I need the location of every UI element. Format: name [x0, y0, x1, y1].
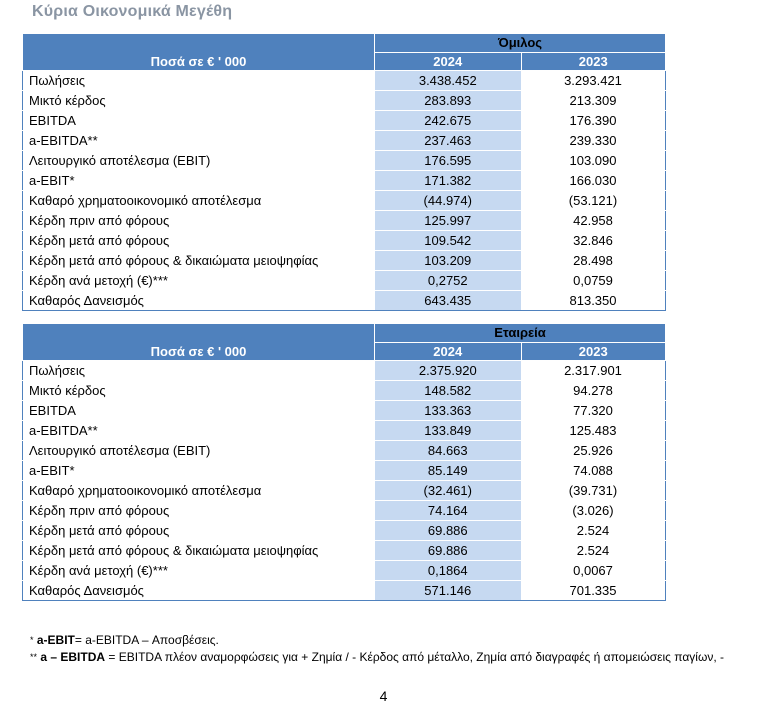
- table-row: [23, 581, 666, 601]
- value-2023: 2.524: [521, 521, 665, 541]
- row-label: a-EBITDA**: [23, 421, 375, 441]
- value-2023: (3.026): [521, 501, 665, 521]
- value-2023: 3.293.421: [521, 71, 665, 91]
- value-2023: 166.030: [521, 171, 665, 191]
- footnote-term: a – EBITDA: [40, 650, 106, 664]
- row-label: a-EBIT*: [23, 461, 375, 481]
- table-row: [23, 151, 666, 171]
- footnote-a-ebitda: [30, 649, 724, 666]
- year-current-header: 2024: [375, 343, 522, 361]
- table-row: [23, 131, 666, 151]
- table-header-row-years: [23, 343, 666, 361]
- value-2024: 85.149: [375, 461, 522, 481]
- value-2024: 2.375.920: [375, 361, 522, 381]
- value-2023: (39.731): [521, 481, 665, 501]
- table-row: [23, 441, 666, 461]
- row-label: Κέρδη μετά από φόρους & δικαιώματα μειοψηφίας: [23, 251, 375, 271]
- value-2024: 69.886: [375, 541, 522, 561]
- value-2023: 813.350: [521, 291, 665, 311]
- footnote-a-ebit: [30, 632, 724, 649]
- row-label: Καθαρό χρηματοοικονομικό αποτέλεσμα: [23, 191, 375, 211]
- value-2023: 25.926: [521, 441, 665, 461]
- value-2024: 571.146: [375, 581, 522, 601]
- table-row: [23, 231, 666, 251]
- row-label: Λειτουργικό αποτέλεσμα (EBIT): [23, 151, 375, 171]
- table-row: [23, 291, 666, 311]
- value-2023: 125.483: [521, 421, 665, 441]
- row-label: Λειτουργικό αποτέλεσμα (EBIT): [23, 441, 375, 461]
- row-label: Πωλήσεις: [23, 361, 375, 381]
- table-header-row-years: [23, 53, 666, 71]
- table-row: [23, 541, 666, 561]
- table-header-row-group: [23, 324, 666, 343]
- value-2024: 84.663: [375, 441, 522, 461]
- value-2024: 283.893: [375, 91, 522, 111]
- value-2024: 109.542: [375, 231, 522, 251]
- table-row: [23, 71, 666, 91]
- footnote-text: = EBITDA πλέον αναμορφώσεις για + Ζημία / - Κέρδος από μέταλλο, Ζημία από διαγραφές ή απομειώσεις παγίων, -: [108, 650, 724, 664]
- year-current-header: 2024: [375, 53, 522, 71]
- row-label: Κέρδη πριν από φόρους: [23, 211, 375, 231]
- value-2023: 28.498: [521, 251, 665, 271]
- value-2024: (32.461): [375, 481, 522, 501]
- group-title: Όμιλος: [375, 34, 666, 53]
- row-label: Κέρδη ανά μετοχή (€)***: [23, 561, 375, 581]
- header-blank-cell: [23, 324, 375, 343]
- value-2024: 176.595: [375, 151, 522, 171]
- row-label: Κέρδη μετά από φόρους & δικαιώματα μειοψηφίας: [23, 541, 375, 561]
- table-row: [23, 421, 666, 441]
- row-label: Μικτό κέρδος: [23, 91, 375, 111]
- value-2023: 213.309: [521, 91, 665, 111]
- row-label: Καθαρός Δανεισμός: [23, 291, 375, 311]
- table-row: [23, 191, 666, 211]
- value-2023: 77.320: [521, 401, 665, 421]
- group-title: Εταιρεία: [375, 324, 666, 343]
- row-label: EBITDA: [23, 111, 375, 131]
- row-label: EBITDA: [23, 401, 375, 421]
- row-label: Καθαρός Δανεισμός: [23, 581, 375, 601]
- footnote-text: = a-EBITDA – Αποσβέσεις.: [74, 633, 219, 647]
- footnote-mark: *: [30, 635, 34, 645]
- value-2024: 103.209: [375, 251, 522, 271]
- amount-caption: Ποσά σε € ' 000: [23, 53, 375, 71]
- row-label: Κέρδη πριν από φόρους: [23, 501, 375, 521]
- row-label: Μικτό κέρδος: [23, 381, 375, 401]
- table-row: [23, 501, 666, 521]
- value-2023: 0,0759: [521, 271, 665, 291]
- value-2024: (44.974): [375, 191, 522, 211]
- table-row: [23, 381, 666, 401]
- value-2023: 32.846: [521, 231, 665, 251]
- value-2024: 643.435: [375, 291, 522, 311]
- row-label: Κέρδη μετά από φόρους: [23, 521, 375, 541]
- table-row: [23, 271, 666, 291]
- value-2023: 2.524: [521, 541, 665, 561]
- company-financials-table: [22, 323, 666, 601]
- value-2024: 148.582: [375, 381, 522, 401]
- header-blank-cell: [23, 34, 375, 53]
- value-2023: 103.090: [521, 151, 665, 171]
- year-prior-header: 2023: [521, 343, 665, 361]
- table-row: [23, 171, 666, 191]
- table-row: [23, 401, 666, 421]
- value-2023: 42.958: [521, 211, 665, 231]
- year-prior-header: 2023: [521, 53, 665, 71]
- value-2024: 125.997: [375, 211, 522, 231]
- value-2023: 74.088: [521, 461, 665, 481]
- value-2024: 69.886: [375, 521, 522, 541]
- table-row: [23, 461, 666, 481]
- footnote-mark: **: [30, 652, 38, 662]
- table-row: [23, 561, 666, 581]
- value-2024: 133.363: [375, 401, 522, 421]
- group-financials-table: [22, 33, 666, 311]
- value-2023: 239.330: [521, 131, 665, 151]
- value-2023: 94.278: [521, 381, 665, 401]
- value-2023: 2.317.901: [521, 361, 665, 381]
- table-header-row-group: [23, 34, 666, 53]
- page-number: 4: [379, 688, 388, 704]
- table-row: [23, 211, 666, 231]
- table-row: [23, 481, 666, 501]
- table-row: [23, 251, 666, 271]
- table-row: [23, 91, 666, 111]
- value-2023: 701.335: [521, 581, 665, 601]
- row-label: Πωλήσεις: [23, 71, 375, 91]
- table-body: [23, 71, 666, 311]
- row-label: a-EBITDA**: [23, 131, 375, 151]
- row-label: Κέρδη ανά μετοχή (€)***: [23, 271, 375, 291]
- table-row: [23, 521, 666, 541]
- value-2024: 3.438.452: [375, 71, 522, 91]
- table-row: [23, 361, 666, 381]
- amount-caption: Ποσά σε € ' 000: [23, 343, 375, 361]
- row-label: Κέρδη μετά από φόρους: [23, 231, 375, 251]
- page-heading: Κύρια Οικονομικά Μεγέθη: [32, 3, 233, 20]
- value-2024: 242.675: [375, 111, 522, 131]
- footnote-term: a-EBIT: [36, 633, 75, 647]
- value-2024: 133.849: [375, 421, 522, 441]
- footnotes: [30, 632, 724, 666]
- row-label: Καθαρό χρηματοοικονομικό αποτέλεσμα: [23, 481, 375, 501]
- value-2024: 237.463: [375, 131, 522, 151]
- value-2024: 74.164: [375, 501, 522, 521]
- value-2024: 0,2752: [375, 271, 522, 291]
- value-2023: 0,0067: [521, 561, 665, 581]
- value-2024: 171.382: [375, 171, 522, 191]
- table-row: [23, 111, 666, 131]
- value-2024: 0,1864: [375, 561, 522, 581]
- row-label: a-EBIT*: [23, 171, 375, 191]
- value-2023: (53.121): [521, 191, 665, 211]
- table-body: [23, 361, 666, 601]
- value-2023: 176.390: [521, 111, 665, 131]
